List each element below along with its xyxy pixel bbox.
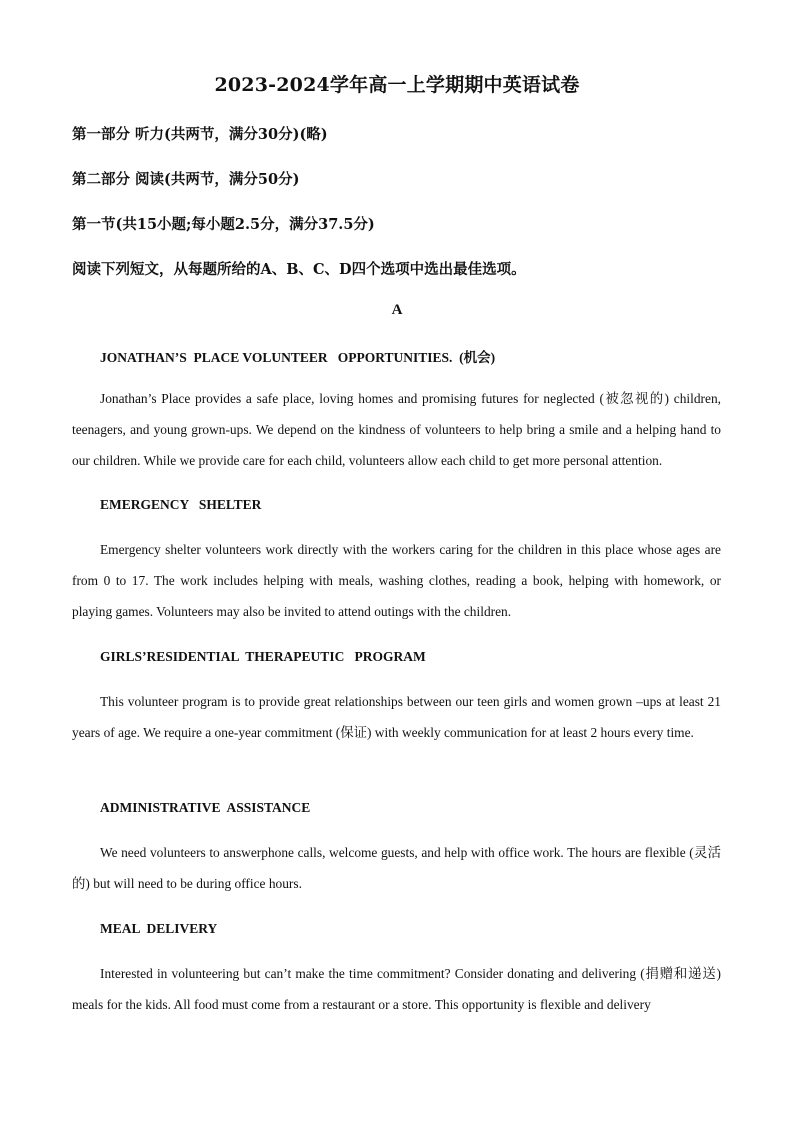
- section-heading-meal-delivery: MEAL DELIVERY: [100, 921, 218, 936]
- exam-title: 2023-2024学年高一上学期期中英语试卷: [214, 74, 580, 96]
- intro-paragraph: Jonathan’s Place provides a safe place, loving homes and promising futures for neglected (被忽视的) children, teenagers, and young grown-ups. We depend on the kindness of volunteers to help bring a smile and a helping hand to our children. While we provide care for each child, volunteers allow each child to get more personal attention.: [72, 391, 721, 468]
- instruction-line: 阅读下列短文，从每题所给的A、B、C、D四个选项中选出最佳选项。: [72, 261, 526, 278]
- section-heading-emergency-shelter: EMERGENCY SHELTER: [100, 497, 262, 512]
- section-text-emergency-shelter: Emergency shelter volunteers work directly with the workers caring for the children in this place whose ages are from 0 to 17. The work includes helping with meals, washing clothes, reading a book, helping with homework, or playing games. Volunteers may also be invited to attend outings with the children.: [72, 542, 721, 619]
- part1-heading: 第一部分 听力(共两节，满分30分)(略): [72, 126, 328, 143]
- part2-heading: 第二部分 阅读(共两节，满分50分): [72, 171, 300, 188]
- section-heading-administrative: ADMINISTRATIVE ASSISTANCE: [100, 800, 311, 815]
- passage-letter: A: [391, 302, 403, 318]
- section1-heading: 第一节(共15小题;每小题2.5分，满分37.5分): [72, 216, 375, 233]
- passage-heading: JONATHAN’S PLACE VOLUNTEER OPPORTUNITIES. (机会): [100, 350, 496, 365]
- section-text-administrative: We need volunteers to answerphone calls, welcome guests, and help with office work. The hours are flexible (灵活的) but will need to be during office hours.: [72, 845, 721, 891]
- section-text-meal-delivery: Interested in volunteering but can’t make the time commitment? Consider donating and delivering (捐赠和递送) meals for the kids. All food must come from a restaurant or a store. This opportunity is flexible and delivery: [72, 966, 721, 1012]
- section-heading-girls-program: GIRLS’RESIDENTIAL THERAPEUTIC PROGRAM: [100, 649, 426, 664]
- section-text-girls-program: This volunteer program is to provide great relationships between our teen girls and women grown –ups at least 21 years of age. We require a one-year commitment (保证) with weekly communication for at least 2 hours every time.: [72, 694, 721, 740]
